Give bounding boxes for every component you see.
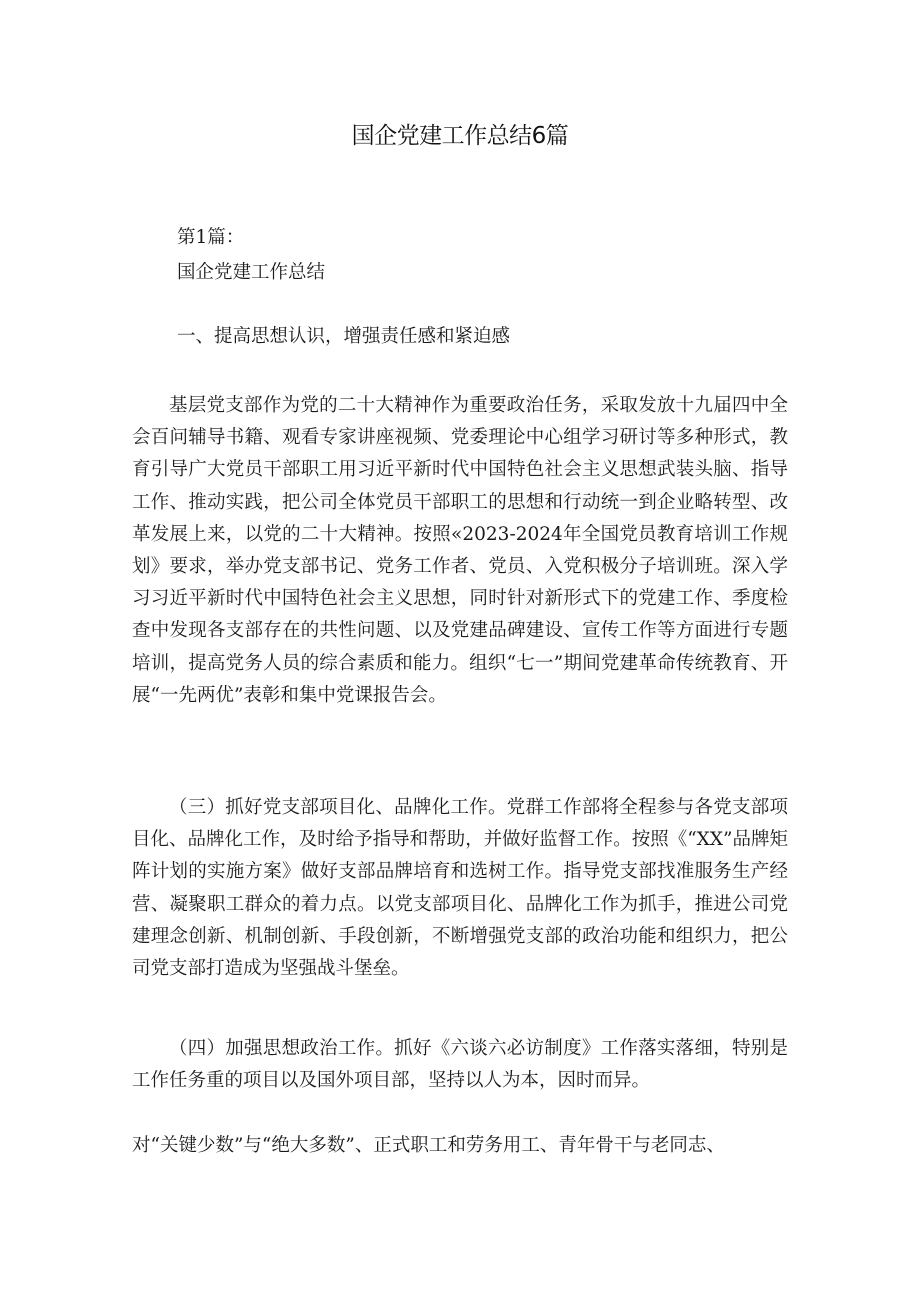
paragraph-political-work: （四）加强思想政治工作。抓好《六谈六必访制度》工作落实落细，特别是工作任务重的项目以及国外项目部，坚持以人为本，因时而异。	[132, 1038, 788, 1092]
part-title: 国企党建工作总结	[177, 262, 326, 283]
part-label: 第1篇：	[177, 227, 245, 248]
document-title: 国企党建工作总结6篇	[351, 123, 569, 149]
paragraph-continuation: 对“关键少数”与“绝大多数”、正式职工和劳务用工、青年骨干与老同志、	[132, 1135, 725, 1156]
section-heading: 一、提高思想认识，增强责任感和紧迫感	[177, 326, 511, 347]
paragraph-branch-branding: （三）抓好党支部项目化、品牌化工作。党群工作部将全程参与各党支部项目化、品牌化工作，及时给予指导和帮助，并做好监督工作。按照《“XX”品牌矩阵计划的实施方案》做好支部品牌培育和选树工作。指导党支部找准服务生产经营、凝聚职工群众的着力点。以党支部项目化、品牌化工作为抓手，推进公司党建理念创新、机制创新、手段创新，不断增强党支部的政治功能和组织力，把公司党支部打造成为坚强战斗堡垒。	[132, 797, 788, 980]
paragraph-ideological-study: 基层党支部作为党的二十大精神作为重要政治任务，采取发放十九届四中全会百问辅导书籍、观看专家讲座视频、党委理论中心组学习研讨等多种形式，教育引导广大党员干部职工用习近平新时代中国特色社会主义思想武装头脑、指导工作、推动实践，把公司全体党员干部职工的思想和行动统一到企业略转型、改革发展上来，以党的二十大精神。按照«2023-2024年全国党员教育培训工作规划》要求，举办党支部书记、党务工作者、党员、入党积极分子培训班。深入学习习近平新时代中国特色社会主义思想，同时针对新形式下的党建工作、季度检查中发现各支部存在的共性问题、以及党建品碑建设、宣传工作等方面进行专题培训，提高党务人员的综合素质和能力。组织“七一”期间党建革命传统教育、开展“一先两优”表彰和集中党课报告会。	[132, 395, 788, 706]
